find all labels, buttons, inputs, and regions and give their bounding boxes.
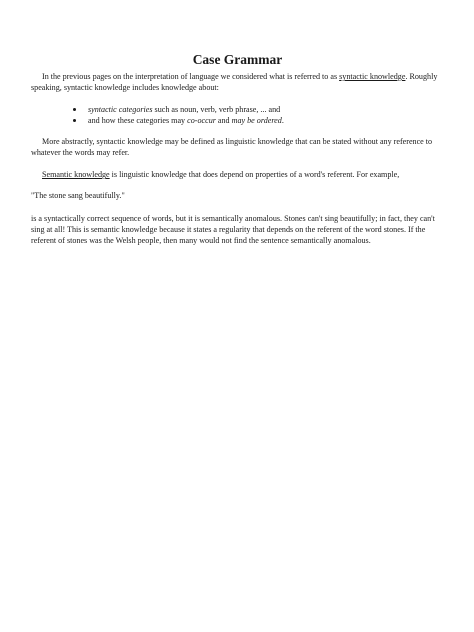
document-body: [31, 52, 444, 247]
page-title: Case Grammar: [192, 52, 283, 67]
paragraph-anomalous: is a syntactically correct sequence of words, but it is semantically anomalous. Stones can't sing beautifully; in fact, they can't sing at all! This is semantic knowledge because it states a regularity that depends on the referent of the word stones. If the referent of stones was the Welsh people, then many would not find the sentence semantically anomalous.: [31, 213, 435, 246]
spacer: [31, 202, 444, 213]
bullet-1-text: such as noun, verb, verb phrase, ... and: [152, 104, 281, 114]
paragraph-semantic: [31, 169, 444, 180]
bullet-item-order: [73, 115, 444, 126]
semantic-text: is linguistic knowledge that does depend on properties of a word's referent. For example,: [109, 170, 400, 180]
bullet-2-text-c: .: [281, 115, 284, 125]
intro-text-b: . Roughly speaking, syntactic knowledge includes knowledge about:: [31, 72, 438, 93]
syntactic-knowledge-term: syntactic knowledge: [339, 72, 406, 81]
example-quote: "The stone sang beautifully.": [31, 191, 125, 201]
semantic-knowledge-term: Semantic knowledge: [42, 170, 110, 180]
bullet-2-emphasis-a: co-occur: [187, 115, 216, 125]
bullet-1-emphasis: syntactic categories: [88, 104, 153, 114]
bullet-2-emphasis-b: may be ordered: [231, 115, 282, 125]
spacer: [31, 180, 444, 190]
bullet-dot-icon: [73, 119, 76, 122]
bullet-2-text-b: and: [215, 115, 232, 125]
bullet-2-text-a: and how these categories may: [88, 115, 188, 125]
bullet-list: [31, 104, 444, 126]
bullet-item-categories: [73, 104, 444, 115]
spacer: [31, 158, 444, 169]
paragraph-intro: [31, 71, 444, 94]
bullet-dot-icon: [73, 108, 76, 111]
paragraph-abstract: More abstractly, syntactic knowledge may be defined as linguistic knowledge that can be stated without any reference to whatever the words may refer.: [31, 136, 433, 157]
intro-text-a: In the previous pages on the interpretation of language we considered what is referred to as: [42, 72, 340, 81]
